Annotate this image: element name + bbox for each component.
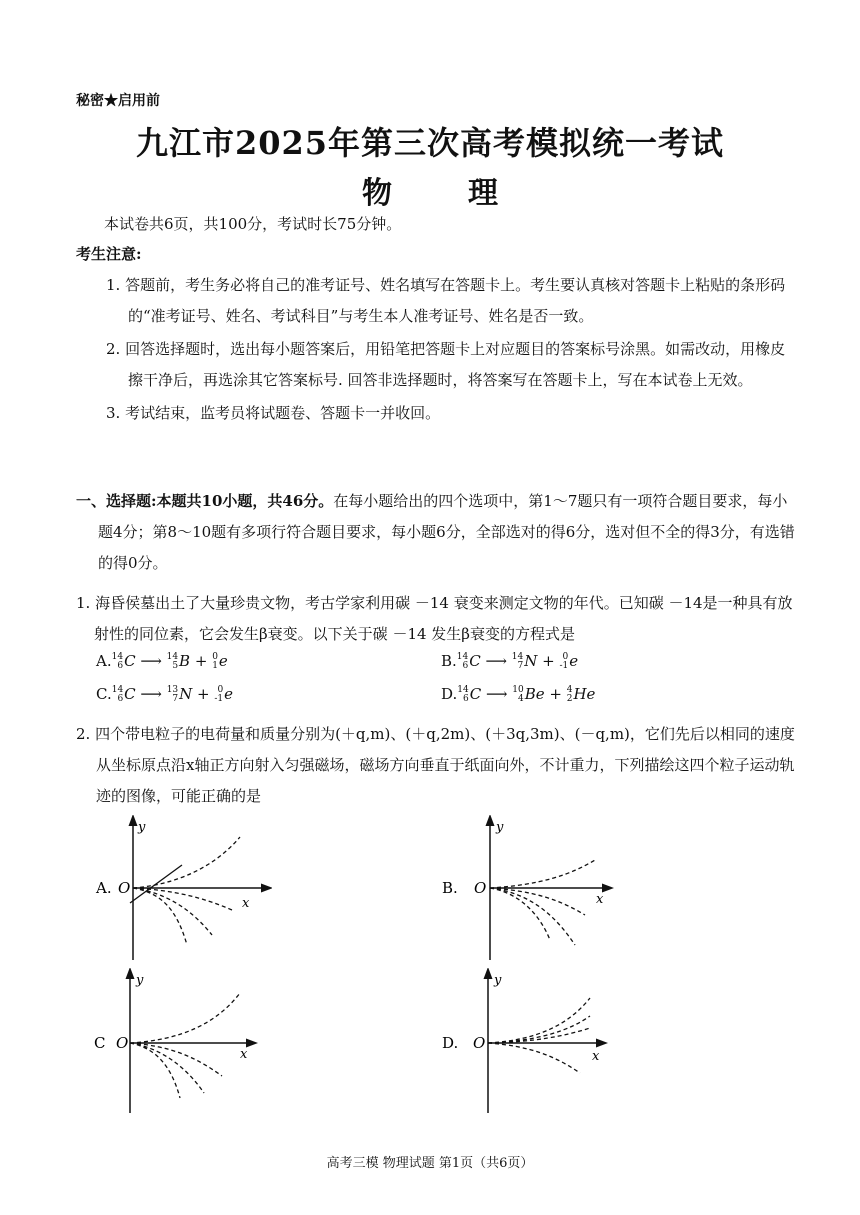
notice-list xyxy=(106,270,796,431)
option-label: D. xyxy=(441,685,458,703)
page-footer: 高考三模 物理试题 第1页（共6页） xyxy=(326,1156,534,1171)
notice-heading: 考生注意: xyxy=(76,245,142,263)
trajectory-3 xyxy=(130,1043,204,1093)
option-label: B. xyxy=(441,652,457,670)
secret-mark: 秘密★启用前 xyxy=(76,93,160,109)
trajectory-3 xyxy=(488,1028,590,1043)
y-label: y xyxy=(136,973,144,988)
question-2-stem: 2. 四个带电粒子的电荷量和质量分别为(＋q,m)、(＋q,2m)、(＋3q,3m)、(－q,m)，它们先后以相同的速度从坐标原点沿x轴正方向射入匀强磁场，磁场方向垂直于纸面向外，不计重力，下列描绘这四个粒子运动轨迹的图像，可能正确的是 xyxy=(76,725,795,805)
origin-label: O xyxy=(474,879,487,897)
trajectory-4 xyxy=(133,888,187,945)
plus-sign: + xyxy=(544,685,567,703)
subject-title: 物 理 xyxy=(362,176,498,211)
section-heading: 一、选择题:本题共10小题，共46分。在每小题给出的四个选项中，第1～7题只有一项符合题目要求，每小题4分；第8～10题有多项行符合题目要求，每小题6分，全部选对的得6分，选对但不全的得3分，有选错的得0分。 xyxy=(76,492,795,572)
x-label: x xyxy=(242,896,250,911)
nuclide-product-1: 10 4 Be xyxy=(512,685,545,704)
trajectory-3 xyxy=(490,888,575,945)
exam-info: 本试卷共6页，共100分，考试时长75分钟。 xyxy=(104,215,402,233)
graph-label: A. xyxy=(96,879,112,897)
option-label: A. xyxy=(96,652,112,670)
origin-label: O xyxy=(473,1034,486,1052)
nuclide-product-1: 14 7 N xyxy=(511,652,538,671)
graph-c xyxy=(92,968,272,1118)
y-label: y xyxy=(138,820,146,835)
option-label: C. xyxy=(96,685,112,703)
nuclide-product-2: 0 1 e xyxy=(212,652,228,671)
graph-label: B. xyxy=(442,879,458,897)
trajectory-solid xyxy=(130,865,182,903)
option-d xyxy=(441,685,595,704)
trajectory-4 xyxy=(488,1043,580,1073)
trajectory-1 xyxy=(490,860,595,888)
nuclide-parent: 14 6 C xyxy=(111,685,136,704)
reaction-arrow: ⟶ xyxy=(135,685,167,703)
trajectory-3 xyxy=(133,888,212,935)
plus-sign: + xyxy=(537,652,560,670)
trajectory-1 xyxy=(130,993,240,1043)
x-label: x xyxy=(596,892,604,907)
plus-sign: + xyxy=(192,685,215,703)
question-1-stem: 1. 海昏侯墓出土了大量珍贵文物，考古学家利用碳 －14 衰变来测定文物的年代。已知碳 －14是一种具有放射性的同位素，它会发生β衰变。以下关于碳 －14 发生β衰变的方程式是 xyxy=(76,594,793,643)
notice-item-2: 2. 回答选择题时，选出每小题答案后，用铅笔把答题卡上对应题目的答案标号涂黑。如需改动，用橡皮擦干净后，再选涂其它答案标号. 回答非选择题时，将答案写在答题卡上，写在本试卷上无效。 xyxy=(106,340,786,389)
x-label: x xyxy=(592,1049,600,1064)
nuclide-parent: 14 6 C xyxy=(457,685,482,704)
option-b xyxy=(441,652,578,671)
nuclide-product-2: 4 2 He xyxy=(566,685,596,704)
plus-sign: + xyxy=(190,652,213,670)
nuclide-parent: 14 6 C xyxy=(456,652,481,671)
option-a xyxy=(96,652,228,671)
y-label: y xyxy=(494,973,502,988)
nuclide-product-1: 14 5 B xyxy=(166,652,191,671)
graph-label: C xyxy=(94,1034,106,1052)
trajectory-4 xyxy=(130,1043,180,1098)
origin-label: O xyxy=(118,879,131,897)
nuclide-product-2: 0 -1 e xyxy=(559,652,579,671)
graph-b xyxy=(440,815,620,965)
graph-label: D. xyxy=(442,1034,459,1052)
reaction-arrow: ⟶ xyxy=(481,685,513,703)
y-label: y xyxy=(496,820,504,835)
x-label: x xyxy=(240,1047,248,1062)
nuclide-product-1: 13 7 N xyxy=(166,685,193,704)
exam-title: 九江市2025年第三次高考模拟统一考试 xyxy=(135,124,725,162)
reaction-arrow: ⟶ xyxy=(135,652,167,670)
option-c xyxy=(96,685,233,704)
origin-label: O xyxy=(116,1034,129,1052)
notice-item-3: 3. 考试结束，监考员将试题卷、答题卡一并收回。 xyxy=(106,404,441,422)
graph-d xyxy=(440,968,620,1118)
nuclide-product-2: 0 -1 e xyxy=(214,685,234,704)
reaction-arrow: ⟶ xyxy=(480,652,512,670)
graph-a xyxy=(92,815,272,965)
trajectory-1 xyxy=(488,998,590,1043)
notice-item-1: 1. 答题前，考生务必将自己的准考证号、姓名填写在答题卡上。考生要认真核对答题卡上粘贴的条形码的“准考证号、姓名、考试科目”与考生本人准考证号、姓名是否一致。 xyxy=(106,276,786,325)
nuclide-parent: 14 6 C xyxy=(111,652,136,671)
trajectory-1 xyxy=(133,837,240,888)
